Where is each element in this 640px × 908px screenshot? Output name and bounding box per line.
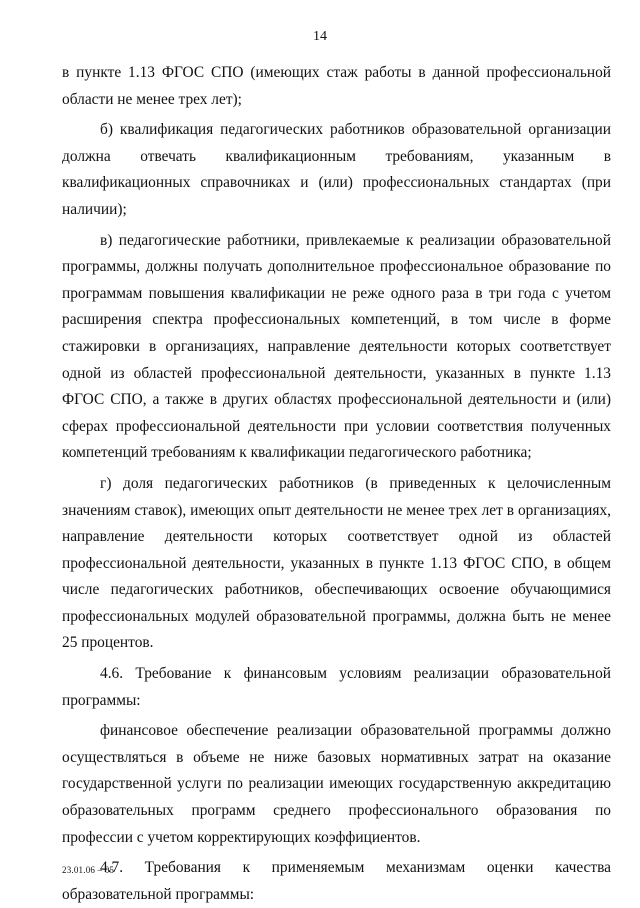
- paragraph-item-v: в) педагогические работники, привлекаемые к реализации образовательной программы, должны получать дополнительное профессиональное образование по программам повышения квалификации не реже одного раза в три года с учетом расширения спектра профессиональных компетенций, в том числе в форме стажировки в организациях, направление деятельности которых соответствует одной из областей профессиональной деятельности, указанных в пункте 1.13 ФГОС СПО, а также в других областях профессиональной деятельности и (или) сферах профессиональной деятельности при условии соответствия полученных компетенций требованиям к квалификации педагогического работника;: [62, 231, 611, 462]
- section-heading-4-7: 4.7. Требования к применяемым механизмам оценки качества образовательной программы:: [62, 859, 611, 903]
- footer-document-code: 23.01.06 – 05: [62, 865, 115, 875]
- paragraph-financial: финансовое обеспечение реализации образовательной программы должно осуществляться в объеме не ниже базовых нормативных затрат на оказание государственной услуги по реализации имеющих государственную аккредитацию образовательных программ среднего профессионального образования по профессии с учетом корректирующих коэффициентов.: [62, 722, 611, 846]
- paragraph-item-g: г) доля педагогических работников (в приведенных к целочисленным значениям ставок), имеющих опыт деятельности не менее трех лет в организациях, направление деятельности которых соответствует одной из областей профессиональной деятельности, указанных в пункте 1.13 ФГОС СПО, в общем числе педагогических работников, обеспечивающих освоение обучающимися профессиональных модулей образовательной программы, должна быть не менее 25 процентов.: [62, 474, 611, 652]
- paragraph-item-b: б) квалификация педагогических работников образовательной организации должна отвечать квалификационным требованиям, указанным в квалификационных справочниках и (или) профессиональных стандартах (при наличии);: [62, 121, 611, 218]
- page-number: 14: [313, 29, 327, 44]
- section-heading-4-6: 4.6. Требование к финансовым условиям реализации образовательной программы:: [62, 665, 611, 709]
- paragraph-continuation: в пункте 1.13 ФГОС СПО (имеющих стаж работы в данной профессиональной области не менее трех лет);: [62, 64, 611, 108]
- document-body: [62, 60, 611, 908]
